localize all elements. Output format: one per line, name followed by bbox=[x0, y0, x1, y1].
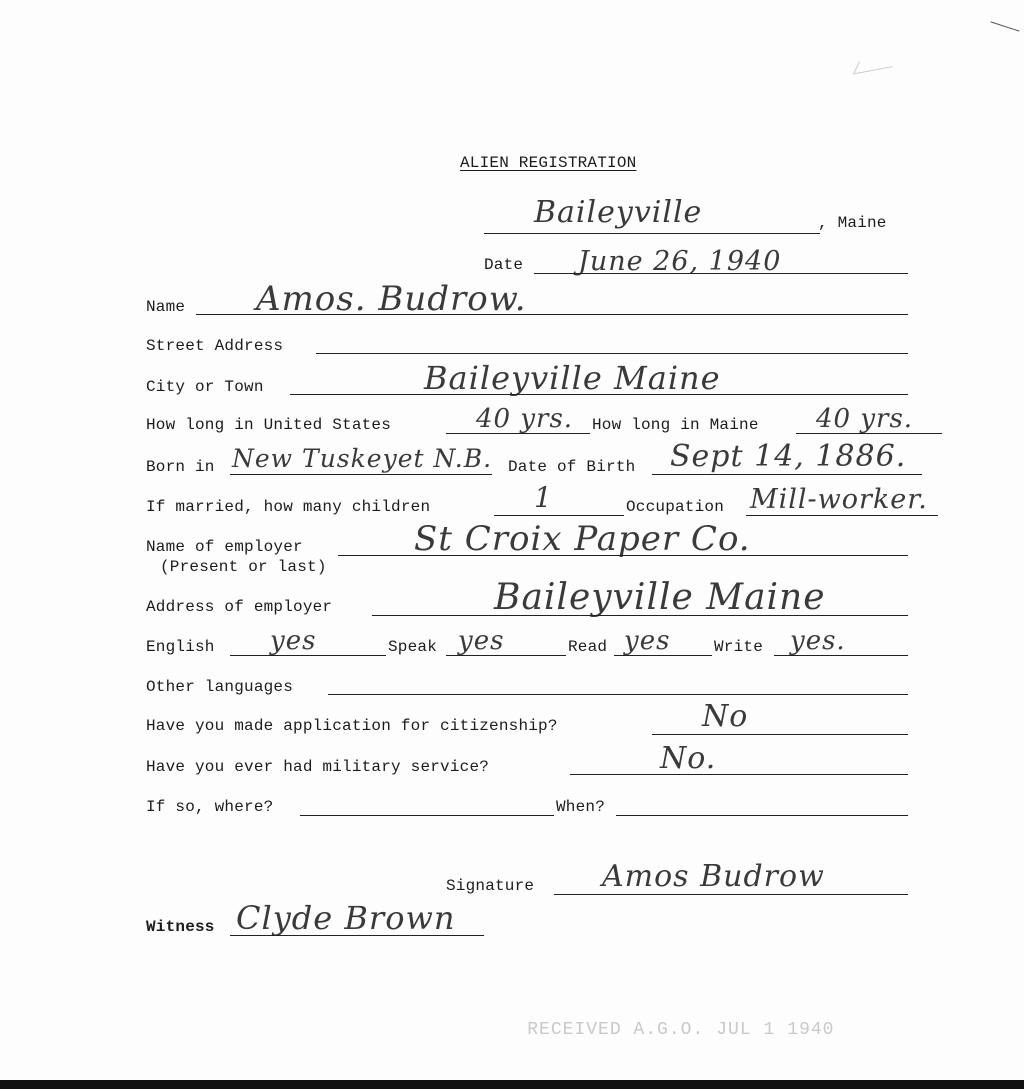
witness-line bbox=[230, 935, 484, 936]
stamp-year: 1940 bbox=[787, 1020, 835, 1040]
signature-entry: Amos Budrow bbox=[602, 859, 825, 894]
where-line bbox=[300, 815, 554, 816]
date-line bbox=[534, 273, 908, 274]
citizenship-label: Have you made application for citizenship? bbox=[146, 717, 558, 735]
name-line bbox=[196, 314, 908, 315]
city-label: City or Town bbox=[146, 378, 264, 396]
when-line bbox=[616, 815, 908, 816]
us-label: How long in United States bbox=[146, 416, 392, 434]
stamp-date: JUL 1 bbox=[716, 1020, 776, 1040]
when-label: When? bbox=[556, 798, 606, 816]
employer-address-line bbox=[372, 615, 908, 616]
write-label: Write bbox=[714, 638, 764, 656]
city-line bbox=[290, 394, 908, 395]
witness-label: Witness bbox=[146, 918, 215, 936]
born-label: Born in bbox=[146, 458, 215, 476]
employer-entry: St Croix Paper Co. bbox=[414, 519, 751, 559]
state-label: , Maine bbox=[818, 214, 887, 232]
english-line bbox=[230, 655, 386, 656]
city-entry: Baileyville Maine bbox=[424, 359, 721, 397]
date-label: Date bbox=[484, 256, 524, 274]
corner-pen-mark bbox=[991, 21, 1020, 31]
witness-entry: Clyde Brown bbox=[236, 899, 456, 937]
occupation-entry: Mill-worker. bbox=[750, 484, 928, 515]
us-line bbox=[446, 433, 590, 434]
maine-line bbox=[796, 433, 942, 434]
dob-line bbox=[652, 474, 922, 475]
scan-bottom-edge bbox=[0, 1080, 1024, 1089]
signature-line bbox=[554, 894, 908, 895]
signature-label: Signature bbox=[446, 877, 535, 895]
children-line bbox=[494, 515, 624, 516]
dob-entry: Sept 14, 1886. bbox=[670, 439, 907, 474]
read-line bbox=[614, 655, 712, 656]
check-mark-icon bbox=[853, 55, 899, 75]
speak-line bbox=[446, 655, 566, 656]
born-line bbox=[230, 474, 492, 475]
military-label: Have you ever had military service? bbox=[146, 758, 490, 776]
employer-label: Name of employer bbox=[146, 538, 303, 556]
other-languages-line bbox=[328, 694, 908, 695]
us-entry: 40 yrs. bbox=[476, 404, 574, 434]
dob-label: Date of Birth bbox=[508, 458, 636, 476]
where-label: If so, where? bbox=[146, 798, 274, 816]
children-entry: 1 bbox=[534, 481, 553, 514]
employer-address-label: Address of employer bbox=[146, 598, 333, 616]
town-line bbox=[484, 233, 820, 234]
born-entry: New Tuskeyet N.B. bbox=[232, 444, 493, 473]
street-label: Street Address bbox=[146, 337, 284, 355]
street-line bbox=[316, 353, 908, 354]
other-languages-label: Other languages bbox=[146, 678, 294, 696]
occupation-line bbox=[746, 515, 938, 516]
speak-label: Speak bbox=[388, 638, 438, 656]
speak-entry: yes bbox=[458, 626, 505, 656]
read-entry: yes bbox=[624, 626, 671, 656]
stamp-text: RECEIVED A.G.O. bbox=[527, 1020, 705, 1040]
employer-line bbox=[338, 555, 908, 556]
citizenship-entry: No bbox=[702, 699, 749, 734]
read-label: Read bbox=[568, 638, 608, 656]
military-entry: No. bbox=[660, 741, 717, 776]
military-line bbox=[570, 774, 908, 775]
form-title: ALIEN REGISTRATION bbox=[460, 154, 637, 172]
english-entry: yes bbox=[270, 626, 317, 656]
town-entry: Baileyville bbox=[534, 195, 703, 230]
citizenship-line bbox=[652, 734, 908, 735]
children-label: If married, how many children bbox=[146, 498, 431, 516]
received-stamp bbox=[480, 1000, 846, 1060]
english-label: English bbox=[146, 638, 215, 656]
name-entry: Amos. Budrow. bbox=[256, 279, 527, 319]
employer-address-entry: Baileyville Maine bbox=[494, 577, 826, 618]
employer-sub-label: (Present or last) bbox=[160, 558, 327, 576]
date-entry: June 26, 1940 bbox=[578, 246, 782, 277]
occupation-label: Occupation bbox=[626, 498, 725, 516]
write-entry: yes. bbox=[790, 626, 846, 656]
maine-entry: 40 yrs. bbox=[816, 404, 914, 434]
write-line bbox=[774, 655, 908, 656]
maine-label: How long in Maine bbox=[592, 416, 759, 434]
name-label: Name bbox=[146, 298, 186, 316]
